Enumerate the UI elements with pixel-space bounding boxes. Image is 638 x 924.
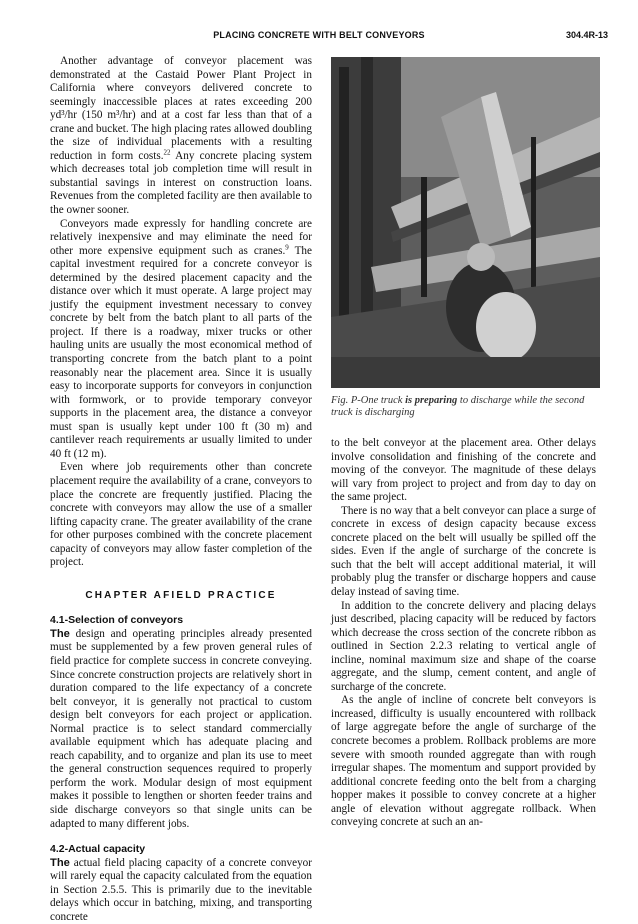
left-column — [50, 55, 312, 924]
section-heading-4-2: 4.2-Actual capacity — [50, 843, 146, 856]
paragraph: There is no way that a belt conveyor can place a surge of concrete in excess of design capacity because excess concrete placed on the belt will usually be spilled off the sides. Even if the angle of surcharge of the concrete is such that the belt will accept additional material, it will probably plug the transfer or discharge hoppers and cause delay instead of saving time. — [331, 504, 596, 599]
paragraph: The design and operating principles already presented must be supplemented by a few proven general rules of field practice for complete success in concrete conveying. Since concrete construction projects are relatively short in duration compared to the life expectancy of a concrete belt conveyor, it is generally not practical to custom design belt conveyors for each project or application. Normal practice is to select standard commercially available equipment which has adequate placing and reach capability, and to organize and plan its use to meet the general construction sequences required to properly perform the work. Modular design of most equipment makes it possible to lengthen or shorten feeder trains and side discharge conveyors so that single units can be adapted to many different jobs. — [50, 627, 312, 830]
paragraph: Even where job requirements other than concrete placement require the availability of a crane, conveyors to place the concrete are frequently justified. Placing the concrete with conveyors may allow the use of a smaller lifting capacity crane. The greater availability of the crane for other purposes combined with the concrete placement capacity of conveyors may allow faster completion of the project. — [50, 461, 312, 569]
figure-caption: Fig. P-One truck is preparing to discharge while the second truck is discharging — [331, 395, 585, 418]
reference-mark: 22 — [163, 148, 171, 157]
reference-mark: 9 — [285, 242, 289, 251]
running-header-title: PLACING CONCRETE WITH BELT CONVEYORS — [213, 30, 425, 40]
section-heading-4-1: 4.1-Selection of conveyors — [50, 614, 184, 627]
right-column — [331, 437, 596, 830]
paragraph: The actual field placing capacity of a concrete conveyor will rarely equal the capacity calculated from the equation in Section 2.5.5. This is primarily due to the inevitable delays which occur in batching, mixing, and transporting concrete — [50, 856, 312, 923]
paragraph: to the belt conveyor at the placement area. Other delays involve consolidation and finishing of the concrete and moving of the conveyor. The magnitude of these delays will vary from project to project and from day to day on the same project. — [331, 437, 596, 504]
page-number: 304.4R-13 — [565, 30, 608, 40]
paragraph: In addition to the concrete delivery and placing delays just described, placing capacity will be reduced by factors which decrease the cross section of the concrete ribbon as outlined in Section 2.2.3 relating to vertical angle of incline, nominal maximum size and shape of the coarse aggregate, and the slump, cement content, and angle of surcharge of the concrete. — [331, 599, 596, 693]
paragraph: Another advantage of conveyor placement was demonstrated at the Castaid Power Plant Project in California where conveyors delivered concrete to seemingly inaccessible places at rates exceeding 200 yd³/hr (150 m³/hr) and at a cost far less than that of a crane and bucket. The high placing rates allowed doubling the size of individual placements with a resulting reduction in form costs.$^{22}$ Any concrete placing system which decreases total job completion time will result in substantial savings in interest on construction loans. Revenues from the completed facility are then available to the owner sooner. — [50, 55, 312, 217]
chapter-heading: CHAPTER AFIELD PRACTICE — [85, 589, 277, 601]
construction-photo — [331, 57, 600, 388]
paragraph: Conveyors made expressly for handling concrete are relatively inexpensive and may eliminate the need for other more expensive equipment such as cranes.$^9$ The capital investment required for a concrete conveyor is determined by the desired placement capacity and the distance over which it must operate. A large project may justify the equipment investment necessary to convey concrete by belt from the batch plant to all parts of the project. If there is a roadway, mixer trucks or other hauling units are usually the most economical method of transporting concrete from the batch plant to a point reasonably near the placement area. Since it is usually easy to incorporate supports for conveyors in conjunction with formwork, or to provide temporary conveyor supports in the placement area, the distance a conveyor must span is usually kept under 100 ft (30 m) and cantilever reach requirements ar usually limited to under 40 ft (12 m). — [50, 217, 312, 460]
paragraph: As the angle of incline of concrete belt conveyors is increased, difficulty is usually encountered with rollback of large aggregate before the angle of surcharge of the concrete becomes a problem. Rollback problems are more severe with smooth rounded aggregate than with rough irregular shapes. The momentum and support provided by additional concrete feeding onto the belt from a charging hopper makes it possible to convey concrete at a higher angle of elevation without aggregate rollback. When conveying concrete at such an an- — [331, 694, 596, 829]
